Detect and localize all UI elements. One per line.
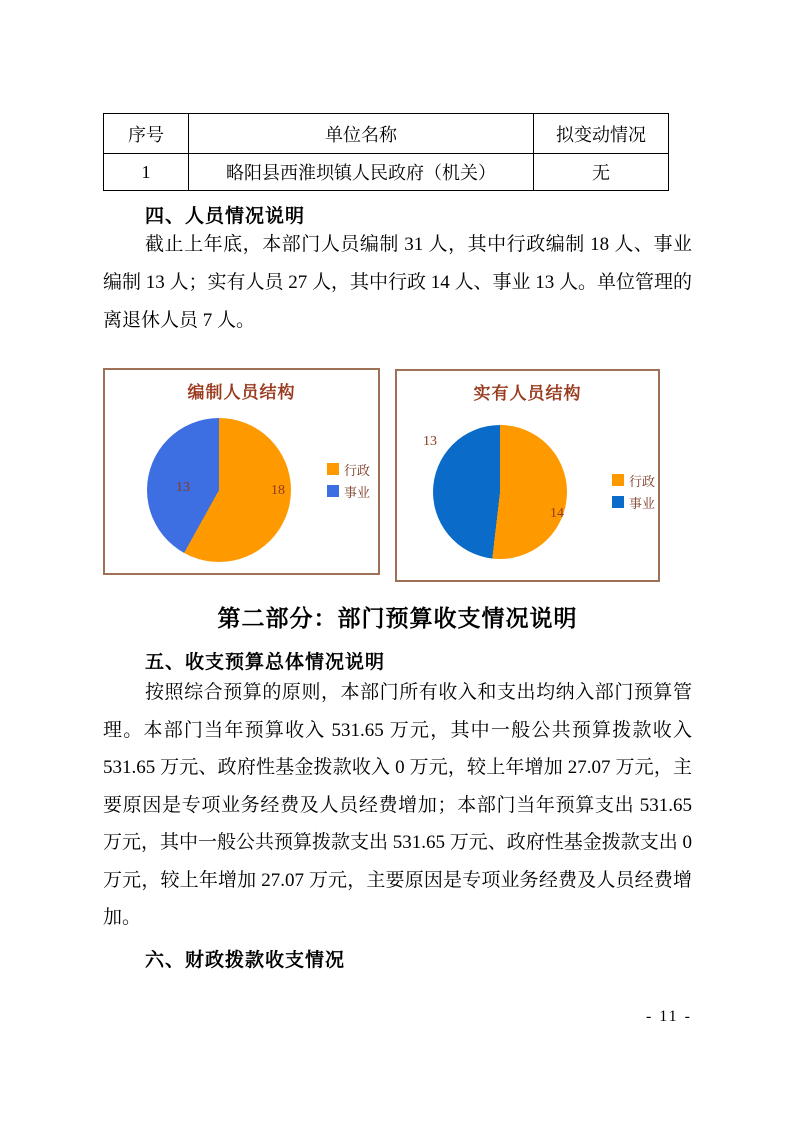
section-heading-fiscal-appropriation: 六、财政拨款收支情况: [145, 950, 346, 971]
table-header-unit-name: 单位名称: [189, 114, 534, 154]
part2-heading: 第二部分：部门预算收支情况说明: [217, 606, 578, 631]
cell-unit-name: 略阳县西淮坝镇人民政府（机关）: [189, 154, 534, 191]
legend-swatch-blue: [612, 496, 624, 508]
pie-value-label: 18: [271, 483, 285, 498]
table-header-change: 拟变动情况: [534, 114, 669, 154]
pie-value-label: 13: [423, 434, 437, 449]
chart-title: 实有人员结构: [473, 384, 582, 403]
chart-legend: [327, 458, 370, 502]
page-number: - 11 -: [645, 1008, 692, 1025]
chart-legend: [612, 469, 655, 513]
cell-serial: 1: [104, 154, 189, 191]
charts-row: [103, 368, 692, 582]
chart-title: 编制人员结构: [187, 383, 296, 402]
unit-change-table: [103, 113, 669, 191]
table-header-serial: 序号: [104, 114, 189, 154]
chart-authorized-staff-structure: [103, 368, 380, 575]
section-heading-budget-overview: 五、收支预算总体情况说明: [145, 652, 386, 673]
legend-label: 事业: [344, 484, 371, 500]
cell-change: 无: [534, 154, 669, 191]
legend-label: 行政: [629, 473, 656, 489]
personnel-paragraph: 截止上年底，本部门人员编制 31 人，其中行政编制 18 人、事业编制 13 人；实有人员 27 人，其中行政 14 人、事业 13 人。单位管理的离退休人员 7 人。: [103, 234, 693, 331]
legend-swatch-blue: [327, 485, 339, 497]
budget-overview-paragraph: 按照综合预算的原则，本部门所有收入和支出均纳入部门预算管理。本部门当年预算收入 531.65 万元，其中一般公共预算拨款收入 531.65 万元、政府性基金拨款收入 0 万元，较上年增加 27.07 万元，主要原因是专项业务经费及人员经费增加；本部门当年预算支出 531.65 万元，其中一般公共预算拨款支出 531.65 万元、政府性基金拨款支出 0 万元，较上年增加 27.07 万元，主要原因是专项业务经费及人员经费增加。: [103, 682, 693, 928]
legend-item: [612, 491, 655, 513]
legend-label: 行政: [344, 462, 371, 478]
table-row: [104, 154, 669, 191]
section-heading-personnel: 四、人员情况说明: [145, 206, 306, 227]
pie-chart-actual-staff: [433, 425, 567, 559]
legend-item: [327, 458, 370, 480]
legend-label: 事业: [629, 495, 656, 511]
pie-value-label: 13: [176, 480, 190, 495]
legend-swatch-orange: [327, 463, 339, 475]
chart-actual-staff-structure: [395, 369, 660, 582]
pie-value-label: 14: [550, 506, 564, 521]
legend-item: [327, 480, 370, 502]
legend-item: [612, 469, 655, 491]
legend-swatch-orange: [612, 474, 624, 486]
pie-chart-authorized-staff: [147, 418, 291, 562]
table-header-row: [104, 114, 669, 154]
